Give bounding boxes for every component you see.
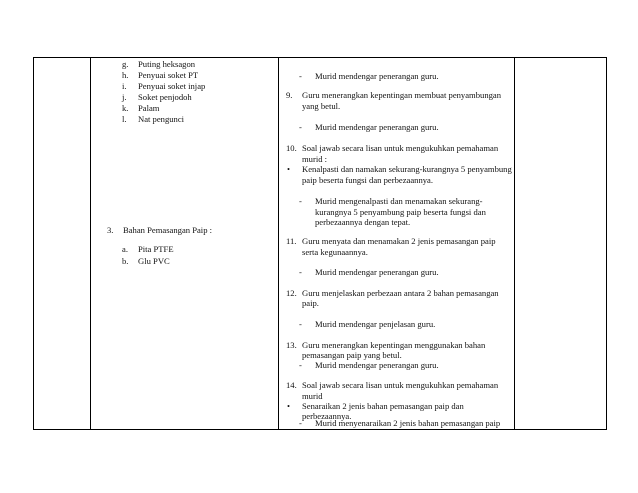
line-text: Murid mengenalpasti dan menamakan sekurang- xyxy=(315,196,483,206)
table-right-border xyxy=(606,57,607,430)
tool-item-label: Penyuai soket PT xyxy=(138,70,199,80)
material-item-label: Glu PVC xyxy=(138,256,170,266)
tool-item-label: Soket penjodoh xyxy=(138,92,192,102)
line-marker: 11. xyxy=(286,236,297,246)
line-marker: 9. xyxy=(286,90,293,100)
line-marker: - xyxy=(299,360,302,370)
line-text: Kenalpasti dan namakan sekurang-kurangnya 5 penyambung xyxy=(302,164,512,174)
section-title: Bahan Pemasangan Paip : xyxy=(123,225,213,235)
line-text: Soal jawab secara lisan untuk mengukuhkan pemahaman xyxy=(302,143,499,153)
table-bottom-border xyxy=(33,429,607,430)
line-marker: - xyxy=(299,71,302,81)
line-text: Guru menjelaskan perbezaan antara 2 bahan pemasangan xyxy=(302,288,499,298)
line-text: murid : xyxy=(302,154,328,164)
line-text: Senaraikan 2 jenis bahan pemasangan paip dan xyxy=(302,401,464,411)
line-text: kurangnya 5 penyambung paip beserta fungsi dan xyxy=(315,207,486,217)
line-text: pemasangan paip yang betul. xyxy=(302,350,402,360)
line-text: paip beserta fungsi dan perbezaannya. xyxy=(302,175,433,185)
line-text: serta kegunaannya. xyxy=(302,247,368,257)
line-text: Murid mendengar penerangan guru. xyxy=(315,267,439,277)
line-marker: - xyxy=(299,418,302,428)
line-text: perbezaannya dengan tepat. xyxy=(315,217,411,227)
line-marker: 14. xyxy=(286,380,297,390)
section-number: 3. xyxy=(107,225,114,235)
material-item-marker: a. xyxy=(122,244,128,254)
line-text: Soal jawab secara lisan untuk mengukuhkan pemahaman xyxy=(302,380,499,390)
material-item-label: Pita PTFE xyxy=(138,244,174,254)
table-left-border xyxy=(33,57,34,430)
tool-item-label: Penyuai soket injap xyxy=(138,81,206,91)
tool-item-marker: j. xyxy=(122,92,127,102)
line-text: Guru menerangkan kepentingan membuat penyambungan xyxy=(302,90,502,100)
line-marker: 13. xyxy=(286,340,297,350)
line-marker: 10. xyxy=(286,143,297,153)
line-marker: • xyxy=(287,401,291,411)
line-text: Murid mendengar penerangan guru. xyxy=(315,122,439,132)
table-top-border xyxy=(33,57,607,58)
line-text: Guru menyata dan menamakan 2 jenis pemasangan paip xyxy=(302,236,496,246)
line-text: perbezaannya. xyxy=(302,411,352,421)
column-divider-3 xyxy=(514,57,515,430)
line-text: paip. xyxy=(302,298,319,308)
line-text: Murid mendengar penerangan guru. xyxy=(315,360,439,370)
line-text: Murid menyenaraikan 2 jenis bahan pemasangan paip xyxy=(315,418,501,428)
tool-item-label: Nat pengunci xyxy=(138,114,185,124)
line-marker: - xyxy=(299,122,302,132)
tool-item-marker: g. xyxy=(122,59,129,69)
line-text: murid xyxy=(302,391,323,401)
material-item-marker: b. xyxy=(122,256,129,266)
tool-item-marker: k. xyxy=(122,103,129,113)
tool-item-marker: h. xyxy=(122,70,129,80)
column-divider-2 xyxy=(278,57,279,430)
line-marker: 12. xyxy=(286,288,297,298)
line-marker: - xyxy=(299,319,302,329)
line-marker: • xyxy=(287,164,291,174)
tool-item-label: Palam xyxy=(138,103,160,113)
tool-item-label: Puting heksagon xyxy=(138,59,196,69)
column-divider-1 xyxy=(90,57,91,430)
line-marker: - xyxy=(299,267,302,277)
line-text: Murid mendengar penerangan guru. xyxy=(315,71,439,81)
line-text: Guru menerangkan kepentingan menggunakan bahan xyxy=(302,340,486,350)
line-text: yang betul. xyxy=(302,101,341,111)
line-marker: - xyxy=(299,196,302,206)
tool-item-marker: l. xyxy=(122,114,127,124)
line-text: Murid mendengar penjelasan guru. xyxy=(315,319,436,329)
tool-item-marker: i. xyxy=(122,81,127,91)
